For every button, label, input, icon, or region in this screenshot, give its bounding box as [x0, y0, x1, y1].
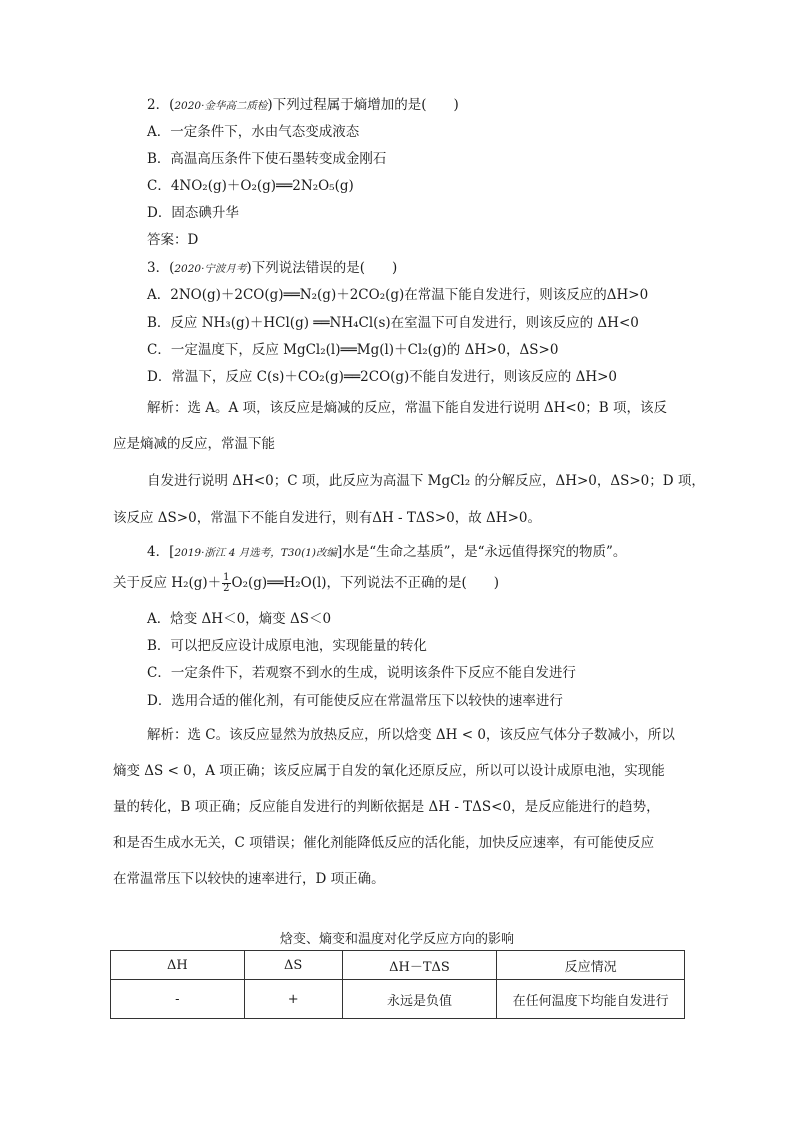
q3-option-d: D．常温下，反应 C(s)＋CO₂(g)══2CO(g)不能自发进行，则该反应的 ΔH>0: [147, 369, 618, 385]
q2-answer: 答案：D: [147, 232, 199, 248]
q3-source: 2020·宁波月考: [174, 263, 247, 275]
q3-option-c: C．一定温度下，反应 MgCl₂(l)══Mg(l)＋Cl₂(g)的 ΔH>0，ΔS>0: [147, 342, 559, 358]
q4-source: 2019·浙江 4 月选考，T30(1)改编: [174, 547, 338, 559]
q2-option-b: B．高温高压条件下使石墨转变成金刚石: [147, 151, 387, 167]
q4-analysis-line-4: 和是否生成水无关，C 项错误；催化剂能降低反应的活化能，加快反应速率，有可能使反应: [113, 835, 655, 851]
table-caption: 焓变、熵变和温度对化学反应方向的影响: [279, 932, 514, 947]
q4-stem-line-2: 关于反应 H₂(g)＋ $\frac{1}{2}$ O₂(g)══H₂O(l)，下列说法不正确的是( ): [113, 572, 500, 594]
q4-analysis-line-3: 量的转化，B 项正确；反应能自发进行的判断依据是 ΔH - TΔS<0，是反应能进行的趋势，: [113, 799, 660, 815]
q4-analysis-line-1: 解析：选 C。该反应显然为放热反应，所以焓变 ΔH < 0，该反应气体分子数减小，所以: [147, 727, 675, 743]
cell-delta-s: +: [244, 980, 342, 1019]
enthalpy-entropy-table: [110, 950, 685, 1019]
header-reaction: 反应情况: [497, 951, 685, 980]
header-delta-g: ΔH－TΔS: [342, 951, 497, 980]
q2-option-a: A．一定条件下，水由气态变成液态: [147, 124, 360, 140]
q4-option-b: B．可以把反应设计成原电池，实现能量的转化: [147, 638, 427, 654]
table-row: [111, 980, 685, 1019]
q3-analysis-line-1: 解析：选 A。A 项，该反应是熵减的反应，常温下能自发进行说明 ΔH<0；B 项，该反: [147, 400, 668, 416]
table-header-row: [111, 951, 685, 980]
q3-stem: 3．(2020·宁波月考)下列说法错误的是( ): [147, 260, 398, 276]
q4-analysis-line-2: 熵变 ΔS < 0，A 项正确；该反应属于自发的氧化还原反应，所以可以设计成原电池，实现能: [113, 763, 665, 779]
q4-option-c: C．一定条件下，若观察不到水的生成，说明该条件下反应不能自发进行: [147, 665, 576, 681]
one-half-fraction: $\frac{1}{2}$: [223, 572, 230, 594]
q3-option-b: B．反应 NH₃(g)＋HCl(g) ══NH₄Cl(s)在室温下可自发进行，则该反应的 ΔH<0: [147, 315, 639, 331]
q3-analysis-line-3: 自发进行说明 ΔH<0；C 项，此反应为高温下 MgCl₂ 的分解反应，ΔH>0，ΔS>0；D 项，: [147, 473, 705, 489]
q2-option-c: C．4NO₂(g)＋O₂(g)══2N₂O₅(g): [147, 178, 354, 194]
cell-delta-h: -: [111, 980, 245, 1019]
cell-reaction: 在任何温度下均能自发进行: [497, 980, 685, 1019]
header-delta-s: ΔS: [244, 951, 342, 980]
q3-analysis-line-2: 应是熵减的反应，常温下能: [113, 436, 275, 452]
q4-stem: 4．[2019·浙江 4 月选考，T30(1)改编]水是“生命之基质”，是“永远值得探究的物质”。: [147, 544, 627, 560]
header-delta-h: ΔH: [111, 951, 245, 980]
q3-option-a: A．2NO(g)＋2CO(g)══N₂(g)＋2CO₂(g)在常温下能自发进行，则该反应的ΔH>0: [147, 287, 649, 303]
q4-option-d: D．选用合适的催化剂，有可能使反应在常温常压下以较快的速率进行: [147, 693, 563, 709]
q2-option-d: D．固态碘升华: [147, 205, 239, 221]
q2-source: 2020·金华高二质检: [174, 100, 268, 112]
q4-analysis-line-5: 在常温常压下以较快的速率进行，D 项正确。: [113, 871, 385, 887]
q3-analysis-line-4: 该反应 ΔS>0，常温下不能自发进行，则有ΔH - TΔS>0，故 ΔH>0。: [113, 510, 541, 526]
q4-option-a: A．焓变 ΔH＜0，熵变 ΔS＜0: [147, 611, 332, 627]
cell-delta-g: 永远是负值: [342, 980, 497, 1019]
q2-stem: 2．(2020·金华高二质检)下列过程属于熵增加的是( ): [147, 97, 459, 113]
